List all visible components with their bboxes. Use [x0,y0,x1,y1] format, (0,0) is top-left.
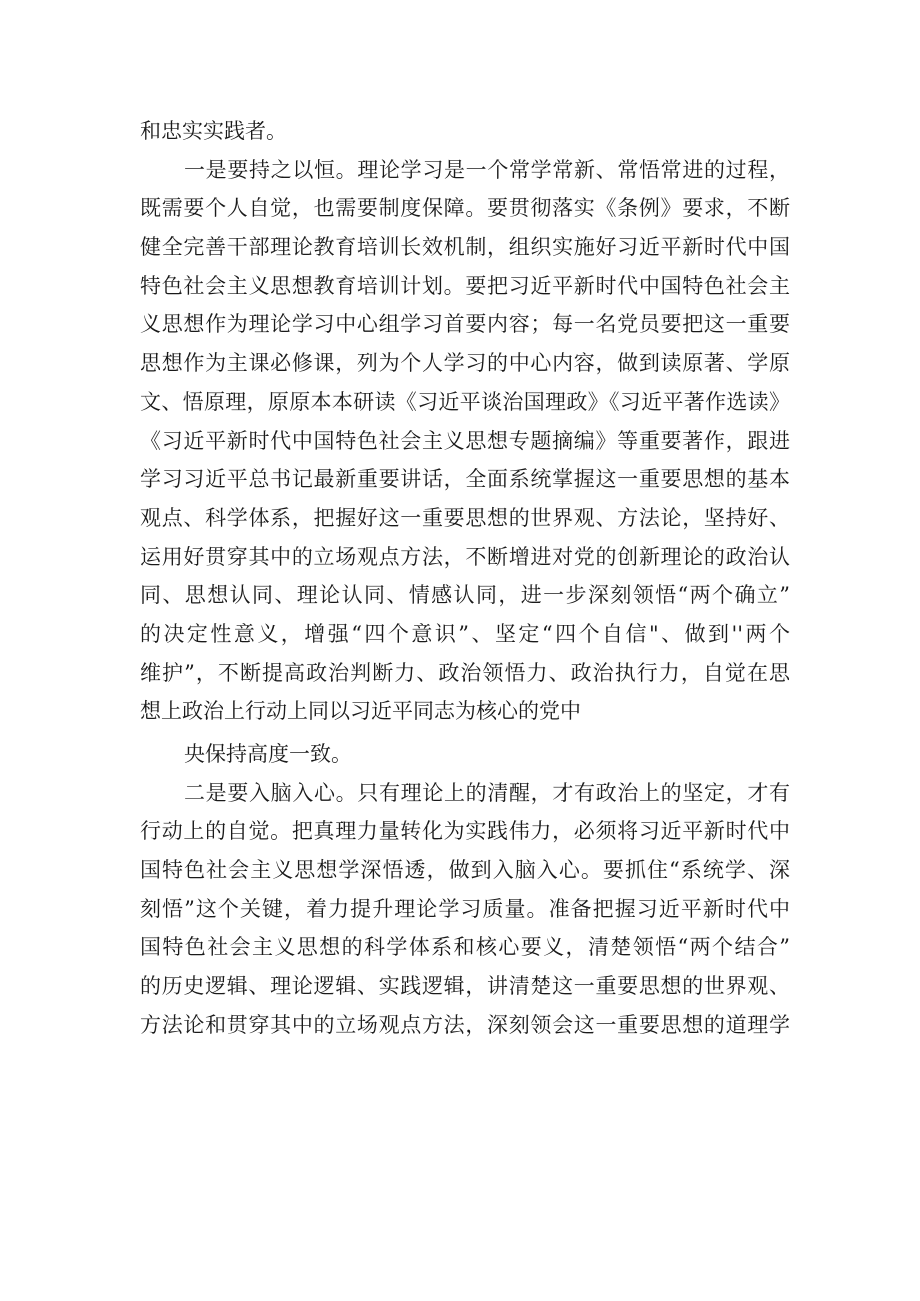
text-line: 健全完善干部理论教育培训长效机制，组织实施好习近平新时代中国 [140,235,790,260]
text-line-continuation: 和忠实实践者。 [140,119,287,143]
text-line: 义思想作为理论学习中心组学习首要内容；每一名党员要把这一重要 [140,312,790,337]
text-line: 行动上的自觉。把真理力量转化为实践伟力，必须将习近平新时代中 [140,819,790,844]
text-line: 既需要个人自觉，也需要制度保障。要贯彻落实《条例》要求，不断 [140,196,790,221]
text-line: 观点、科学体系，把握好这一重要思想的世界观、方法论，坚持好、 [140,505,790,530]
text-line: 学习习近平总书记最新重要讲话，全面系统掌握这一重要思想的基本 [140,467,790,492]
text-line: 文、悟原理，原原本本研读《习近平谈治国理政》《习近平著作选读》 [140,389,790,414]
text-line: 维护”，不断提高政治判断力、政治领悟力、政治执行力，自觉在思 [140,660,790,685]
text-line: 运用好贯穿其中的立场观点方法，不断增进对党的创新理论的政治认 [140,544,790,569]
text-line: 《习近平新时代中国特色社会主义思想专题摘编》等重要著作，跟进 [140,428,790,453]
text-line: 同、思想认同、理论认同、情感认同，进一步深刻领悟“两个确立” [140,583,790,608]
text-line: 思想作为主课必修课，列为个人学习的中心内容，做到读原著、学原 [140,351,790,376]
text-line: 想上政治上行动上同以习近平同志为核心的党中 [140,699,581,724]
text-line: 国特色社会主义思想学深悟透，做到入脑入心。要抓住“系统学、深 [140,858,790,883]
document-body [140,112,790,1045]
text-line: 二是要入脑入心。只有理论上的清醒，才有政治上的坚定，才有 [184,780,790,805]
text-line: 国特色社会主义思想的科学体系和核心要义，清楚领悟“两个结合” [140,935,790,960]
paragraph-internalize [140,774,790,1045]
text-line: 的决定性意义，增强“四个意识”、坚定“四个自信"、做到''两个 [140,621,790,646]
text-line: 特色社会主义思想教育培训计划。要把习近平新时代中国特色社会主 [140,273,790,298]
text-line: 刻悟”这个关键，着力提升理论学习质量。准备把握习近平新时代中 [140,896,790,921]
paragraph-persistence [140,151,790,774]
text-line: 的历史逻辑、理论逻辑、实践逻辑，讲清楚这一重要思想的世界观、 [140,974,790,999]
text-line: 方法论和贯穿其中的立场观点方法，深刻领会这一重要思想的道理学 [140,1012,790,1037]
text-line-paragraph-tail: 央保持高度一致。 [184,742,352,766]
text-line: 一是要持之以恒。理论学习是一个常学常新、常悟常进的过程， [184,157,790,182]
